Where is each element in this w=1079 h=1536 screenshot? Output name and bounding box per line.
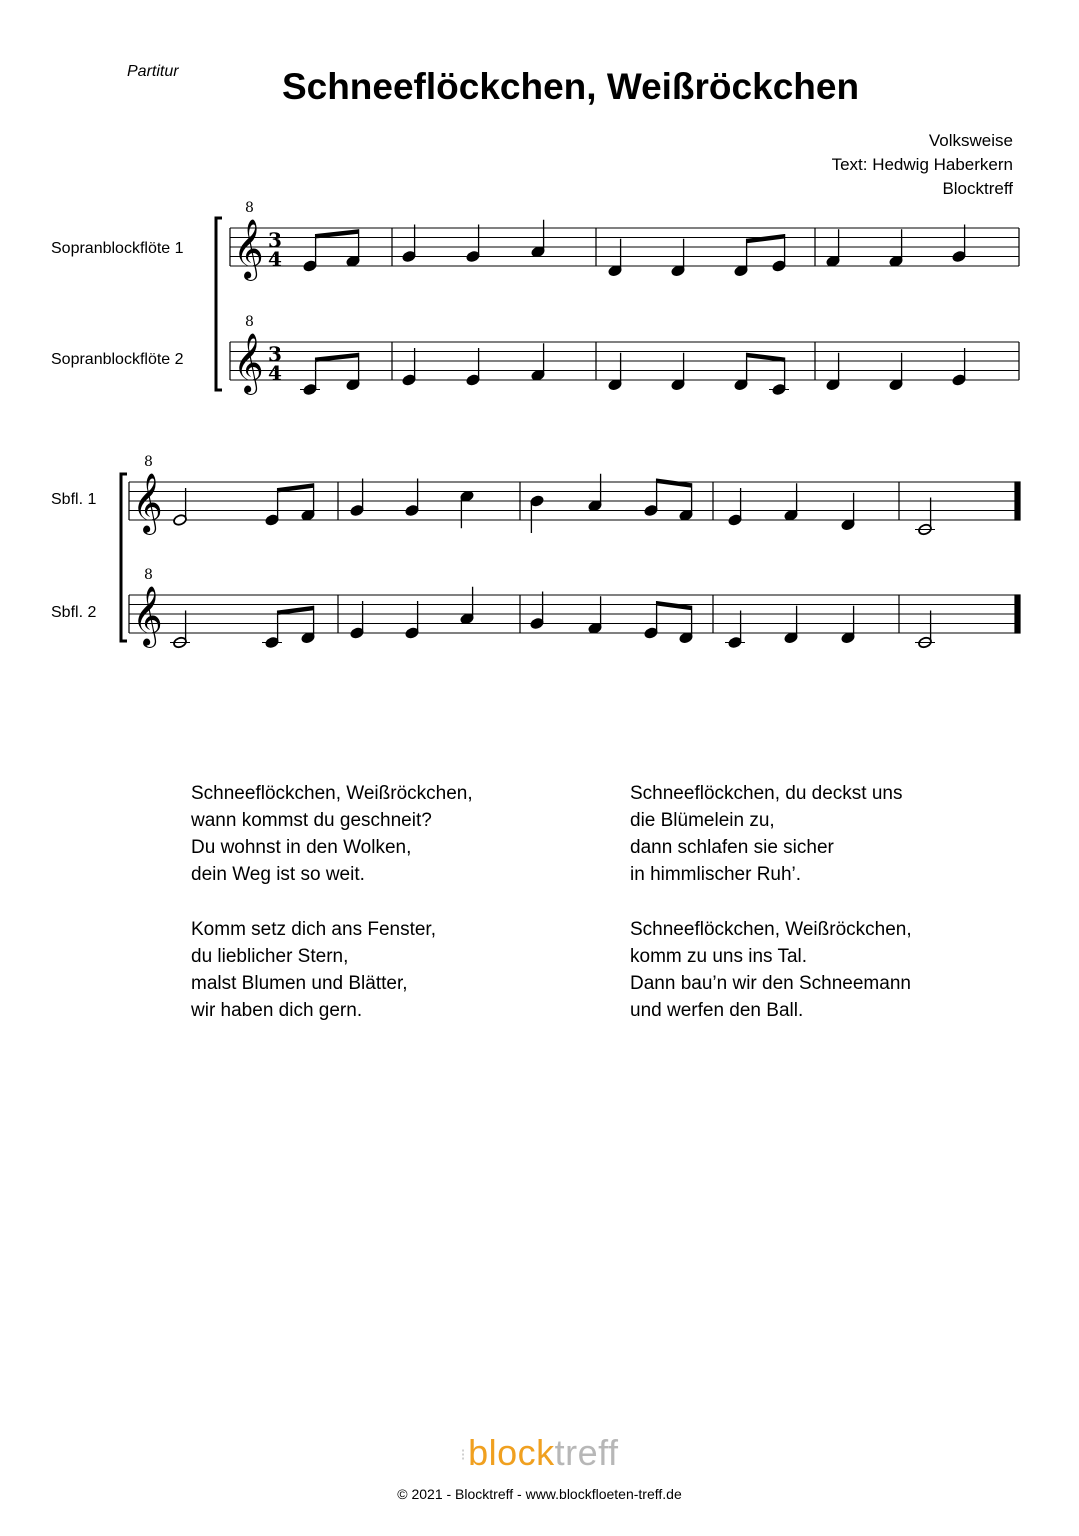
credit-text: Text: Hedwig Haberkern xyxy=(831,155,1013,174)
lyric-line: Schneeflöckchen, Weißröckchen, xyxy=(630,919,912,940)
score xyxy=(0,0,1079,700)
clef-octave: 8 xyxy=(245,200,254,216)
staff-label-2: Sopranblockflöte 2 xyxy=(51,351,184,368)
lyric-line: Dann bau’n wir den Schneemann xyxy=(630,973,911,994)
note-beam xyxy=(747,234,785,243)
note-beam xyxy=(657,479,692,488)
lyric-line: dein Weg ist so weit. xyxy=(191,864,365,885)
final-barline xyxy=(1015,482,1020,520)
staff-label-3: Sbfl. 1 xyxy=(51,491,97,508)
lyric-line: Schneeflöckchen, du deckst uns xyxy=(630,783,903,804)
lyric-line: komm zu uns ins Tal. xyxy=(630,946,808,967)
lyric-line: die Blümelein zu, xyxy=(630,810,775,831)
lyric-line: Komm setz dich ans Fenster, xyxy=(191,919,436,940)
time-signature-bottom: 4 xyxy=(268,361,282,385)
treble-clef-icon: 𝄞 xyxy=(233,219,264,279)
staff-label-4: Sbfl. 2 xyxy=(51,604,97,621)
clef-octave: 8 xyxy=(144,567,153,583)
final-barline xyxy=(1015,595,1020,633)
lyric-line: Du wohnst in den Wolken, xyxy=(191,837,412,858)
lyric-line: und werfen den Ball. xyxy=(630,1000,804,1021)
footer: © 2021 - Blocktreff - www.blockfloeten-treff.de xyxy=(397,1486,682,1502)
time-signature-top: 3 xyxy=(268,228,282,252)
clef-octave: 8 xyxy=(245,314,254,330)
lyrics-left xyxy=(191,780,473,888)
partitur-label: Partitur xyxy=(127,63,179,80)
time-signature-bottom: 4 xyxy=(268,247,282,271)
blocktreff-logo: ⁝blocktreff xyxy=(460,1432,619,1473)
note-beam xyxy=(657,601,692,610)
credit-arranger: Blocktreff xyxy=(942,179,1013,198)
system-bracket xyxy=(121,474,127,641)
lyrics-right-2 xyxy=(630,916,912,1024)
clef-octave: 8 xyxy=(144,454,153,470)
lyric-line: dann schlafen sie sicher xyxy=(630,837,834,858)
lyric-line: Schneeflöckchen, Weißröckchen, xyxy=(191,783,473,804)
lyric-line: wir haben dich gern. xyxy=(191,1000,363,1021)
treble-clef-icon: 𝄞 xyxy=(132,586,163,646)
treble-clef-icon: 𝄞 xyxy=(233,333,264,393)
credit-melody: Volksweise xyxy=(928,131,1013,150)
treble-clef-icon: 𝄞 xyxy=(132,473,163,533)
staff-label-1: Sopranblockflöte 1 xyxy=(51,240,184,257)
lyrics-left-2 xyxy=(191,916,436,1024)
lyric-line: du lieblicher Stern, xyxy=(191,946,349,967)
time-signature-top: 3 xyxy=(268,342,282,366)
system-bracket xyxy=(216,218,222,390)
lyric-line: malst Blumen und Blätter, xyxy=(191,973,408,994)
lyric-line: wann kommst du geschneit? xyxy=(191,810,432,831)
logo-dots-icon: ⁝ xyxy=(460,1447,467,1465)
page-title: Schneeflöckchen, Weißröckchen xyxy=(281,66,860,107)
lyrics-right xyxy=(630,780,903,888)
lyric-line: in himmlischer Ruh’. xyxy=(630,864,802,885)
